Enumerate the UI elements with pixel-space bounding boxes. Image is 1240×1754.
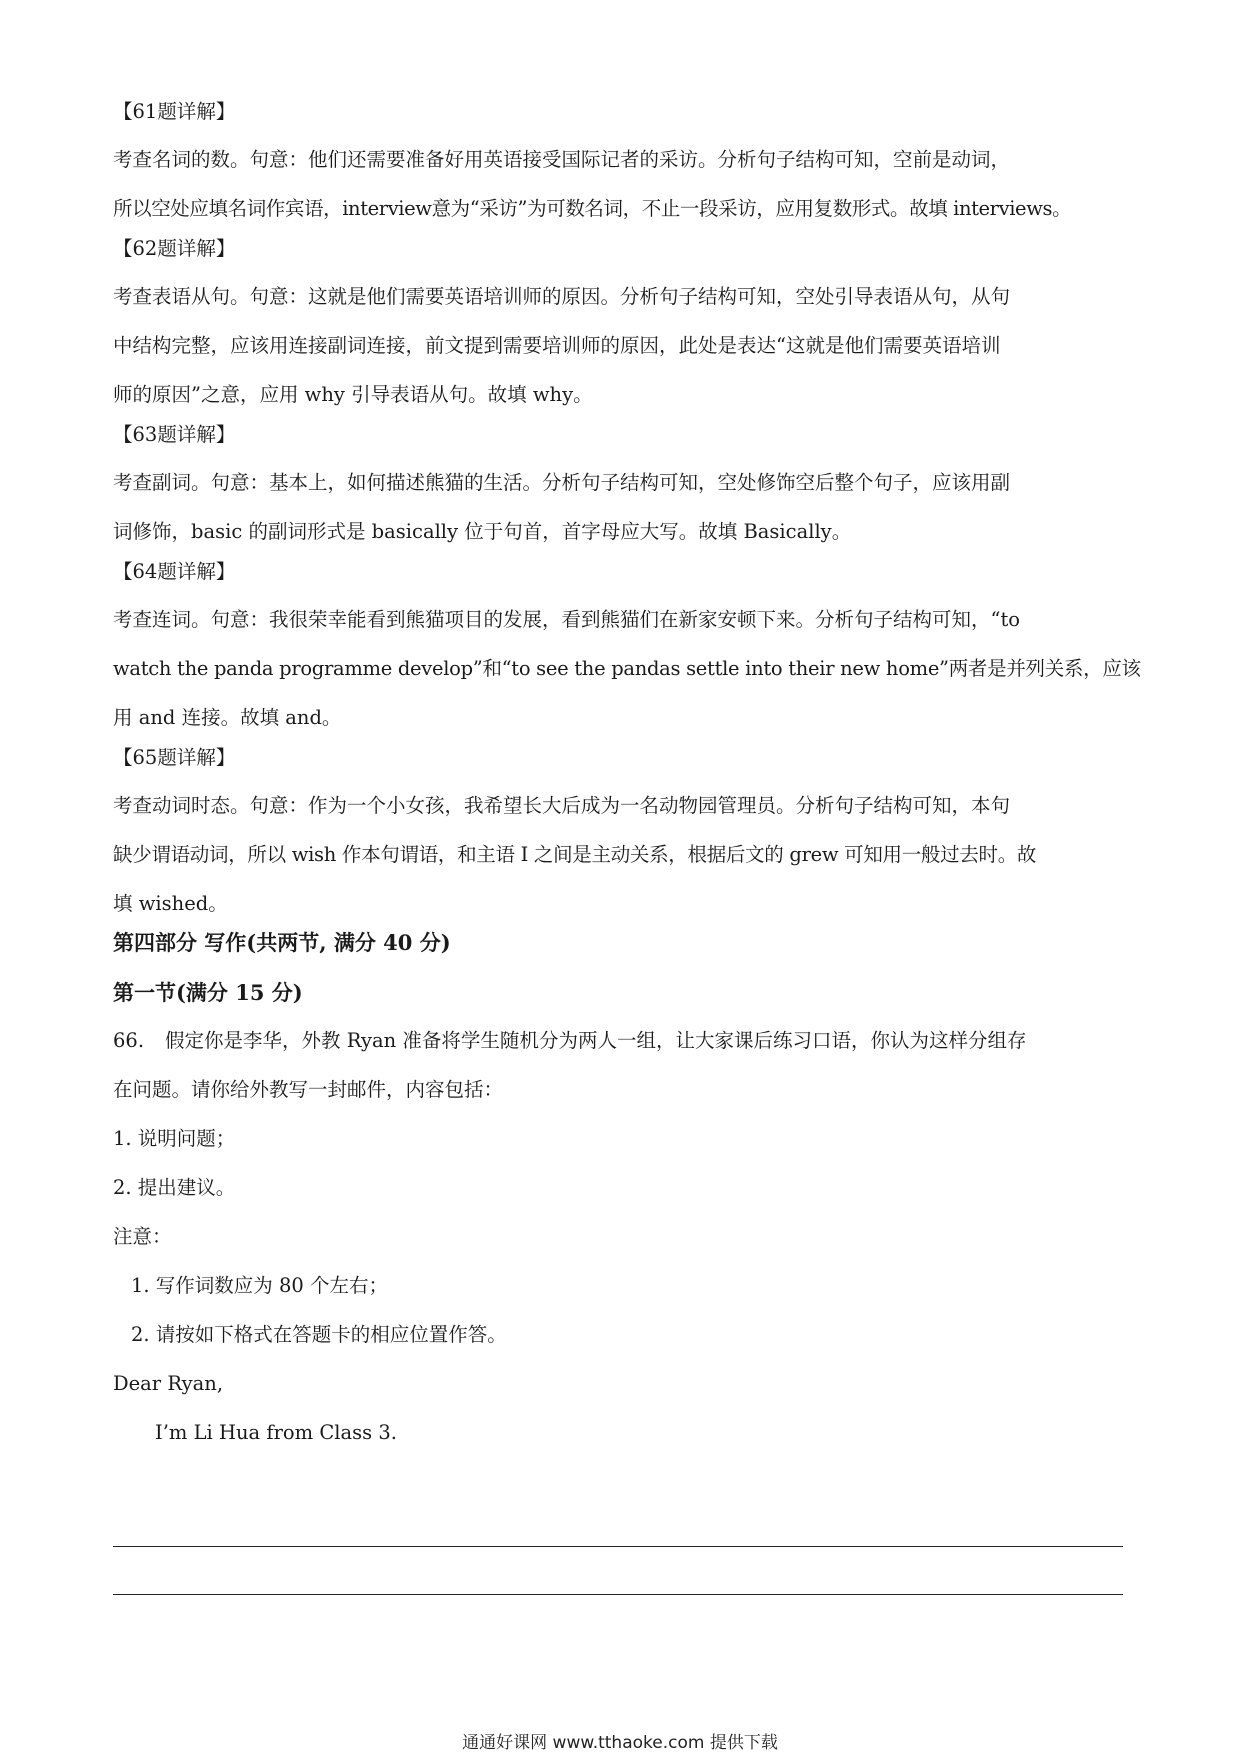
q61-line-1: 考查名词的数。句意：他们还需要准备好用英语接受国际记者的采访。分析句子结构可知，空前是动词， bbox=[113, 148, 1011, 171]
q66-number: 66. bbox=[113, 1029, 145, 1052]
q66-item-2: 2. 提出建议。 bbox=[113, 1176, 236, 1199]
q66-prompt bbox=[113, 1027, 1123, 1447]
q65-line-2: 缺少谓语动词，所以 wish 作本句谓语，和主语 I 之间是主动关系，根据后文的 grew 可知用一般过去时。故 bbox=[113, 843, 1037, 866]
q61-line-2: 所以空处应填名词作宾语，interview意为“采访”为可数名词，不止一段采访，应用复数形式。故填 interviews。 bbox=[113, 197, 1072, 220]
q65-line-3: 填 wished。 bbox=[113, 892, 228, 915]
q63-explanation bbox=[113, 469, 1123, 546]
q63-heading: 【63题详解】 bbox=[113, 423, 236, 446]
q64-line-3: 用 and 连接。故填 and。 bbox=[113, 706, 342, 729]
q62-explanation bbox=[113, 283, 1123, 409]
answer-line-1 bbox=[113, 1546, 1123, 1547]
q66-item-1: 1. 说明问题； bbox=[113, 1127, 236, 1150]
q63-line-2: 词修饰，basic 的副词形式是 basically 位于句首，首字母应大写。故填 Basically。 bbox=[113, 520, 852, 543]
q62-line-3: 师的原因”之意，应用 why 引导表语从句。故填 why。 bbox=[113, 383, 593, 406]
q66-text-1: 假定你是李华，外教 Ryan 准备将学生随机分为两人一组，让大家课后练习口语，你认为这样分组存 bbox=[165, 1029, 1027, 1052]
q64-line-1: 考查连词。句意：我很荣幸能看到熊猫项目的发展，看到熊猫们在新家安顿下来。分析句子结构可知，“to bbox=[113, 608, 1021, 631]
q65-line-1: 考查动词时态。句意：作为一个小女孩，我希望长大后成为一名动物园管理员。分析句子结构可知，本句 bbox=[113, 794, 1011, 817]
q64-line-2: watch the panda programme develop”和“to see the pandas settle into their new home”两者是并列关系，应该 bbox=[113, 657, 1141, 680]
q62-heading: 【62题详解】 bbox=[113, 237, 236, 260]
q62-line-1: 考查表语从句。句意：这就是他们需要英语培训师的原因。分析句子结构可知，空处引导表语从句，从句 bbox=[113, 285, 1011, 308]
q64-heading: 【64题详解】 bbox=[113, 560, 236, 583]
q66-line-2: 在问题。请你给外教写一封邮件，内容包括： bbox=[113, 1078, 504, 1101]
note-item-2: 2. 请按如下格式在答题卡的相应位置作答。 bbox=[131, 1323, 507, 1346]
section1-heading: 第一节(满分 15 分) bbox=[113, 980, 303, 1005]
q61-heading: 【61题详解】 bbox=[113, 100, 236, 123]
q63-line-1: 考查副词。句意：基本上，如何描述熊猫的生活。分析句子结构可知，空处修饰空后整个句子，应该用副 bbox=[113, 471, 1011, 494]
part4-heading: 第四部分 写作(共两节, 满分 40 分) bbox=[113, 930, 451, 955]
q65-explanation bbox=[113, 792, 1123, 918]
q65-heading: 【65题详解】 bbox=[113, 746, 236, 769]
letter-opening: I’m Li Hua from Class 3. bbox=[155, 1421, 397, 1444]
page-footer: 通通好课网 www.tthaoke.com 提供下载 bbox=[462, 1733, 778, 1753]
answer-line-2 bbox=[113, 1594, 1123, 1595]
q61-explanation bbox=[113, 146, 1123, 223]
document-page bbox=[113, 98, 1141, 1468]
letter-greeting: Dear Ryan, bbox=[113, 1372, 224, 1395]
q62-line-2: 中结构完整，应该用连接副词连接，前文提到需要培训师的原因，此处是表达“这就是他们需要英语培训 bbox=[113, 334, 1001, 357]
note-item-1: 1. 写作词数应为 80 个左右； bbox=[131, 1274, 389, 1297]
q66-line-1 bbox=[113, 1027, 1123, 1055]
q64-explanation bbox=[113, 606, 1141, 732]
note-label: 注意： bbox=[113, 1225, 172, 1248]
